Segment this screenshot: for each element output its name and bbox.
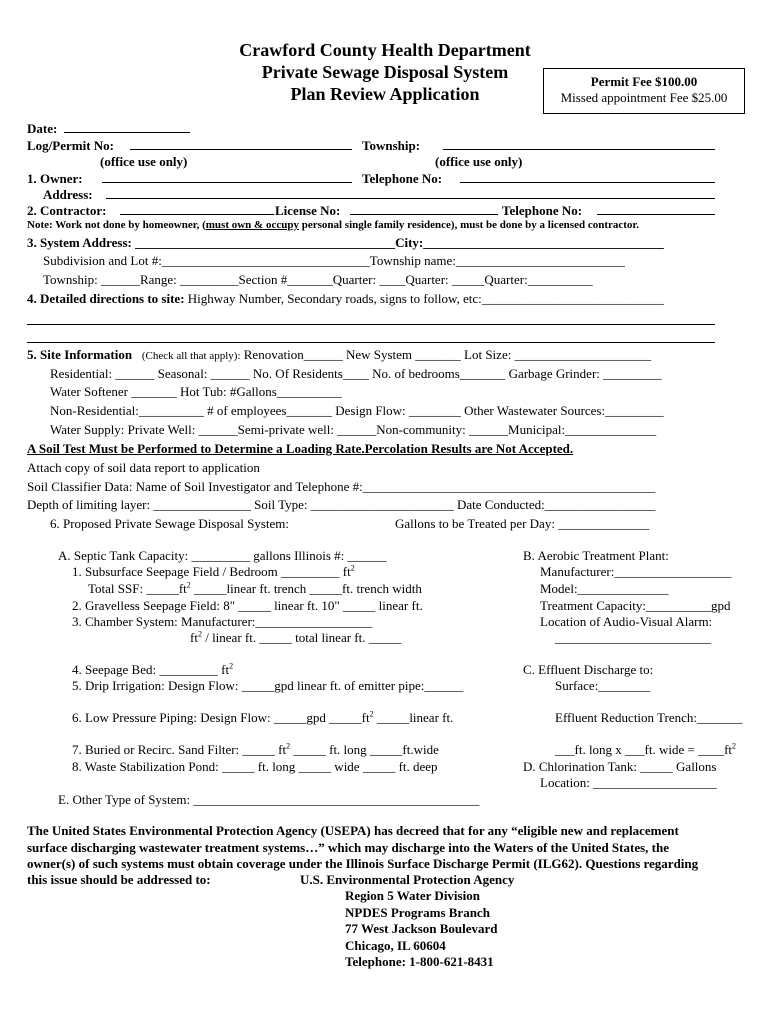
contractor-label: 2. Contractor: [27,203,107,218]
system-address-line: 3. System Address: ________________________________________City:_____________________________________ [27,235,664,250]
alarm-location-label: Location of Audio-Visual Alarm: [540,614,713,629]
effluent-trench-line: Effluent Reduction Trench:_______ [555,710,743,725]
septic-tank-line: A. Septic Tank Capacity: _________ gallons Illinois #: ______ [58,548,387,563]
total-ssf-line: Total SSF: $\_\_\_\_\_ft^2$ _____linear ft. trench _____ft. trench width [88,580,422,596]
aerobic-plant-label: B. Aerobic Treatment Plant: [523,548,669,563]
aerobic-capacity-line: Treatment Capacity:__________gpd [540,598,731,613]
alarm-location-field: ________________________ [555,630,711,645]
usepa-telephone: Telephone: 1-800-621-8431 [345,954,494,969]
office-use-note: (office use only) [100,154,188,169]
effluent-surface-line: Surface:________ [555,678,651,693]
aerobic-manufacturer-line: Manufacturer:__________________ [540,564,732,579]
effluent-discharge-label: C. Effluent Discharge to: [523,662,654,677]
contractor-field[interactable] [120,214,274,215]
usepa-address-2: NPDES Programs Branch [345,905,490,920]
usepa-address-3: 77 West Jackson Boulevard [345,921,498,936]
proposed-system-label: 6. Proposed Private Sewage Disposal System: [50,516,290,531]
chamber-system-line: 3. Chamber System: Manufacturer:__________________ [72,614,373,629]
seepage-bed-line: 4. Seepage Bed: _________ $ft^2$ [72,661,234,677]
address-label: Address: [43,187,93,202]
township-field[interactable] [443,149,715,150]
directions-line: 4. Detailed directions to site: Highway Number, Secondary roads, signs to follow, etc:____________________________ [27,291,664,306]
site-residential-line: Residential: ______ Seasonal: ______ No. Of Residents____ No. of bedrooms_______ Garbage Grinder: _________ [50,366,662,381]
directions-field-2[interactable] [27,342,715,343]
contractor-note: Note: Work not done by homeowner, (must own & occupy personal single family residence), must be done by a licensed contractor. [27,219,640,231]
other-system-line: E. Other Type of System: ____________________________________________ [58,792,480,807]
subsurface-field-line: 1. Subsurface Seepage Field / Bedroom _________ $ft^2$ [72,563,355,579]
fee-box [543,68,745,114]
log-permit-label: Log/Permit No: [27,138,115,153]
drip-irrigation-line: 5. Drip Irrigation: Design Flow: _____gpd linear ft. of emitter pipe:______ [72,678,464,693]
office-use-note-2: (office use only) [435,154,523,169]
missed-fee: Missed appointment Fee $25.00 [560,89,728,105]
effluent-dims-line: ___ft. long x ___ft. wide = $\_\_\_\_ft^2$ [555,741,737,757]
page-title: Crawford County Health Department [239,40,531,60]
subdivision-line: Subdivision and Lot #:________________________________Township name:__________________________ [43,253,625,268]
owner-field[interactable] [102,182,352,183]
soil-classifier-line: Soil Classifier Data: Name of Soil Investigator and Telephone #:_____________________________________________ [27,479,656,494]
soil-depth-line: Depth of limiting layer: _______________ Soil Type: ______________________ Date Conducted:_________________ [27,497,656,512]
stabilization-pond-line: 8. Waste Stabilization Pond: _____ ft. long _____ wide _____ ft. deep [72,759,438,774]
contractor-telephone-field[interactable] [597,214,715,215]
permit-fee: Permit Fee $100.00 [590,74,698,89]
page-subtitle-2: Plan Review Application [290,84,480,104]
site-water-supply-line: Water Supply: Private Well: ______Semi-private well: ______Non-community: ______Municipal:______________ [50,422,657,437]
usepa-address-1: Region 5 Water Division [345,888,480,903]
usepa-address-4: Chicago, IL 60604 [345,938,446,953]
soil-test-heading: A Soil Test Must be Performed to Determine a Loading Rate.Percolation Results are Not Accepted. [27,441,574,456]
site-nonresidential-line: Non-Residential:__________ # of employees_______ Design Flow: ________ Other Wastewater Sources:_________ [50,403,664,418]
address-field[interactable] [106,198,715,199]
site-softener-line: Water Softener _______ Hot Tub: #Gallons__________ [50,384,342,399]
license-field[interactable] [350,214,498,215]
directions-field-1[interactable] [27,324,715,325]
license-label: License No: [275,203,341,218]
log-permit-field[interactable] [130,149,352,150]
usepa-paragraph-3: owner(s) of such systems must obtain coverage under the Illinois Surface Discharge Permit (ILG62). Questions regarding [27,856,699,871]
sand-filter-line: 7. Buried or Recirc. Sand Filter: _____ $ft^2$ _____ ft. long _____ft.wide [72,741,439,757]
township-range-line: Township: ______Range: _________Section #_______Quarter: ____Quarter: _____Quarter:__________ [43,272,593,287]
telephone-field[interactable] [460,182,715,183]
usepa-paragraph-2: surface discharging wastewater treatment systems…” which may discharge into the Waters of the United States, the [27,840,669,855]
aerobic-model-line: Model:______________ [540,581,669,596]
low-pressure-line: 6. Low Pressure Piping: Design Flow: _____gpd $\_\_\_\_\_ft^2$ _____linear ft. [72,709,454,725]
page-subtitle: Private Sewage Disposal System [261,62,509,82]
soil-attach-line: Attach copy of soil data report to application [27,460,260,475]
telephone-label: Telephone No: [362,171,443,186]
chamber-linear-line: $ft^2$ / linear ft. _____ total linear ft. _____ [190,629,402,645]
owner-label: 1. Owner: [27,171,83,186]
date-field[interactable] [64,132,190,133]
gallons-per-day-line: Gallons to be Treated per Day: ______________ [395,516,650,531]
usepa-paragraph-4: this issue should be addressed to: [27,872,211,887]
township-label: Township: [362,138,421,153]
contractor-telephone-label: Telephone No: [502,203,583,218]
chlorination-tank-line: D. Chlorination Tank: _____ Gallons [523,759,717,774]
gravelless-field-line: 2. Gravelless Seepage Field: 8" _____ linear ft. 10" _____ linear ft. [72,598,423,613]
usepa-agency: U.S. Environmental Protection Agency [300,872,515,887]
chlorination-location-line: Location: ___________________ [540,775,717,790]
date-label: Date: [27,121,58,136]
usepa-paragraph-1: The United States Environmental Protection Agency (USEPA) has decreed that for any “eligible new and replacement [27,823,679,838]
site-info-line: 5. Site Information (Check all that apply): Renovation______ New System _______ Lot Size: _____________________ [27,347,652,362]
